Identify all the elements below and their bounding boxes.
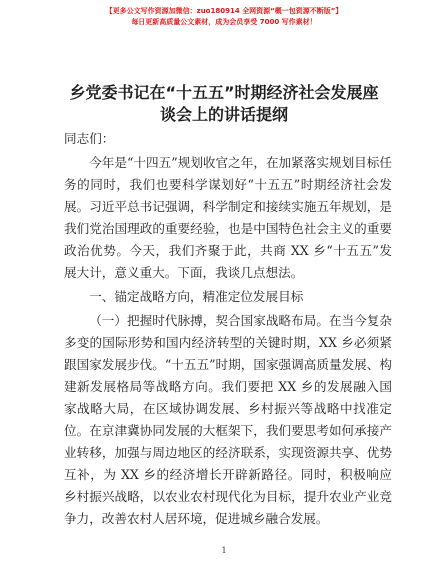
salutation: 同志们： <box>64 131 115 146</box>
promo-banner-line-1: 【更多公文写作资源加微信：zuo180914 全网资源“概一包资源不断版”】 <box>105 7 343 15</box>
document-body <box>64 128 392 532</box>
document-title-line-2: 谈会上的讲话提纲 <box>159 105 288 124</box>
document-title <box>0 82 448 126</box>
page-number: 1 <box>221 546 227 555</box>
promo-banner <box>0 6 448 28</box>
promo-banner-line-2: 每日更新高质量公文素材，成为会员享受 7000 写作素材！ <box>131 18 317 26</box>
paragraph-intro: 今年是“十四五”规划收官之年，在加紧落实规划目标任务的同时，我们也要科学谋划好“十五五”时期经济社会发展。习近平总书记强调，科学制定和接续实施五年规划，是我们党治国理政的重要经验，也是中国特色社会主义的重要政治优势。今天，我们齐聚于此，共商 XX 乡“十五五”发展大计，意义重大。下面，我谈几点想法。 <box>64 155 392 280</box>
document-title-line-1: 乡党委书记在“十五五”时期经济社会发展座 <box>69 83 379 102</box>
paragraph-subsection-1: （一）把握时代脉搏，契合国家战略布局。在当今复杂多变的国际形势和国内经济转型的关键时期，XX 乡必须紧跟国家发展步伐。“十五五”时期，国家强调高质量发展、构建新发展格局等战略方向。我们要把 XX 乡的发展融入国家战略大局，在区域协调发展、乡村振兴等战略中找准定位。在京津冀协同发展的大框架下，我们要思考如何承接产业转移，加强与周边地区的经济联系，实现资源共享、优势互补，为 XX 乡的经济增长开辟新路径。同时，积极响应乡村振兴战略，以农业农村现代化为目标，提升农业产业竞争力，改善农村人居环境，促进城乡融合发展。 <box>64 313 392 526</box>
section-heading: 一、锚定战略方向，精准定位发展目标 <box>89 289 304 304</box>
